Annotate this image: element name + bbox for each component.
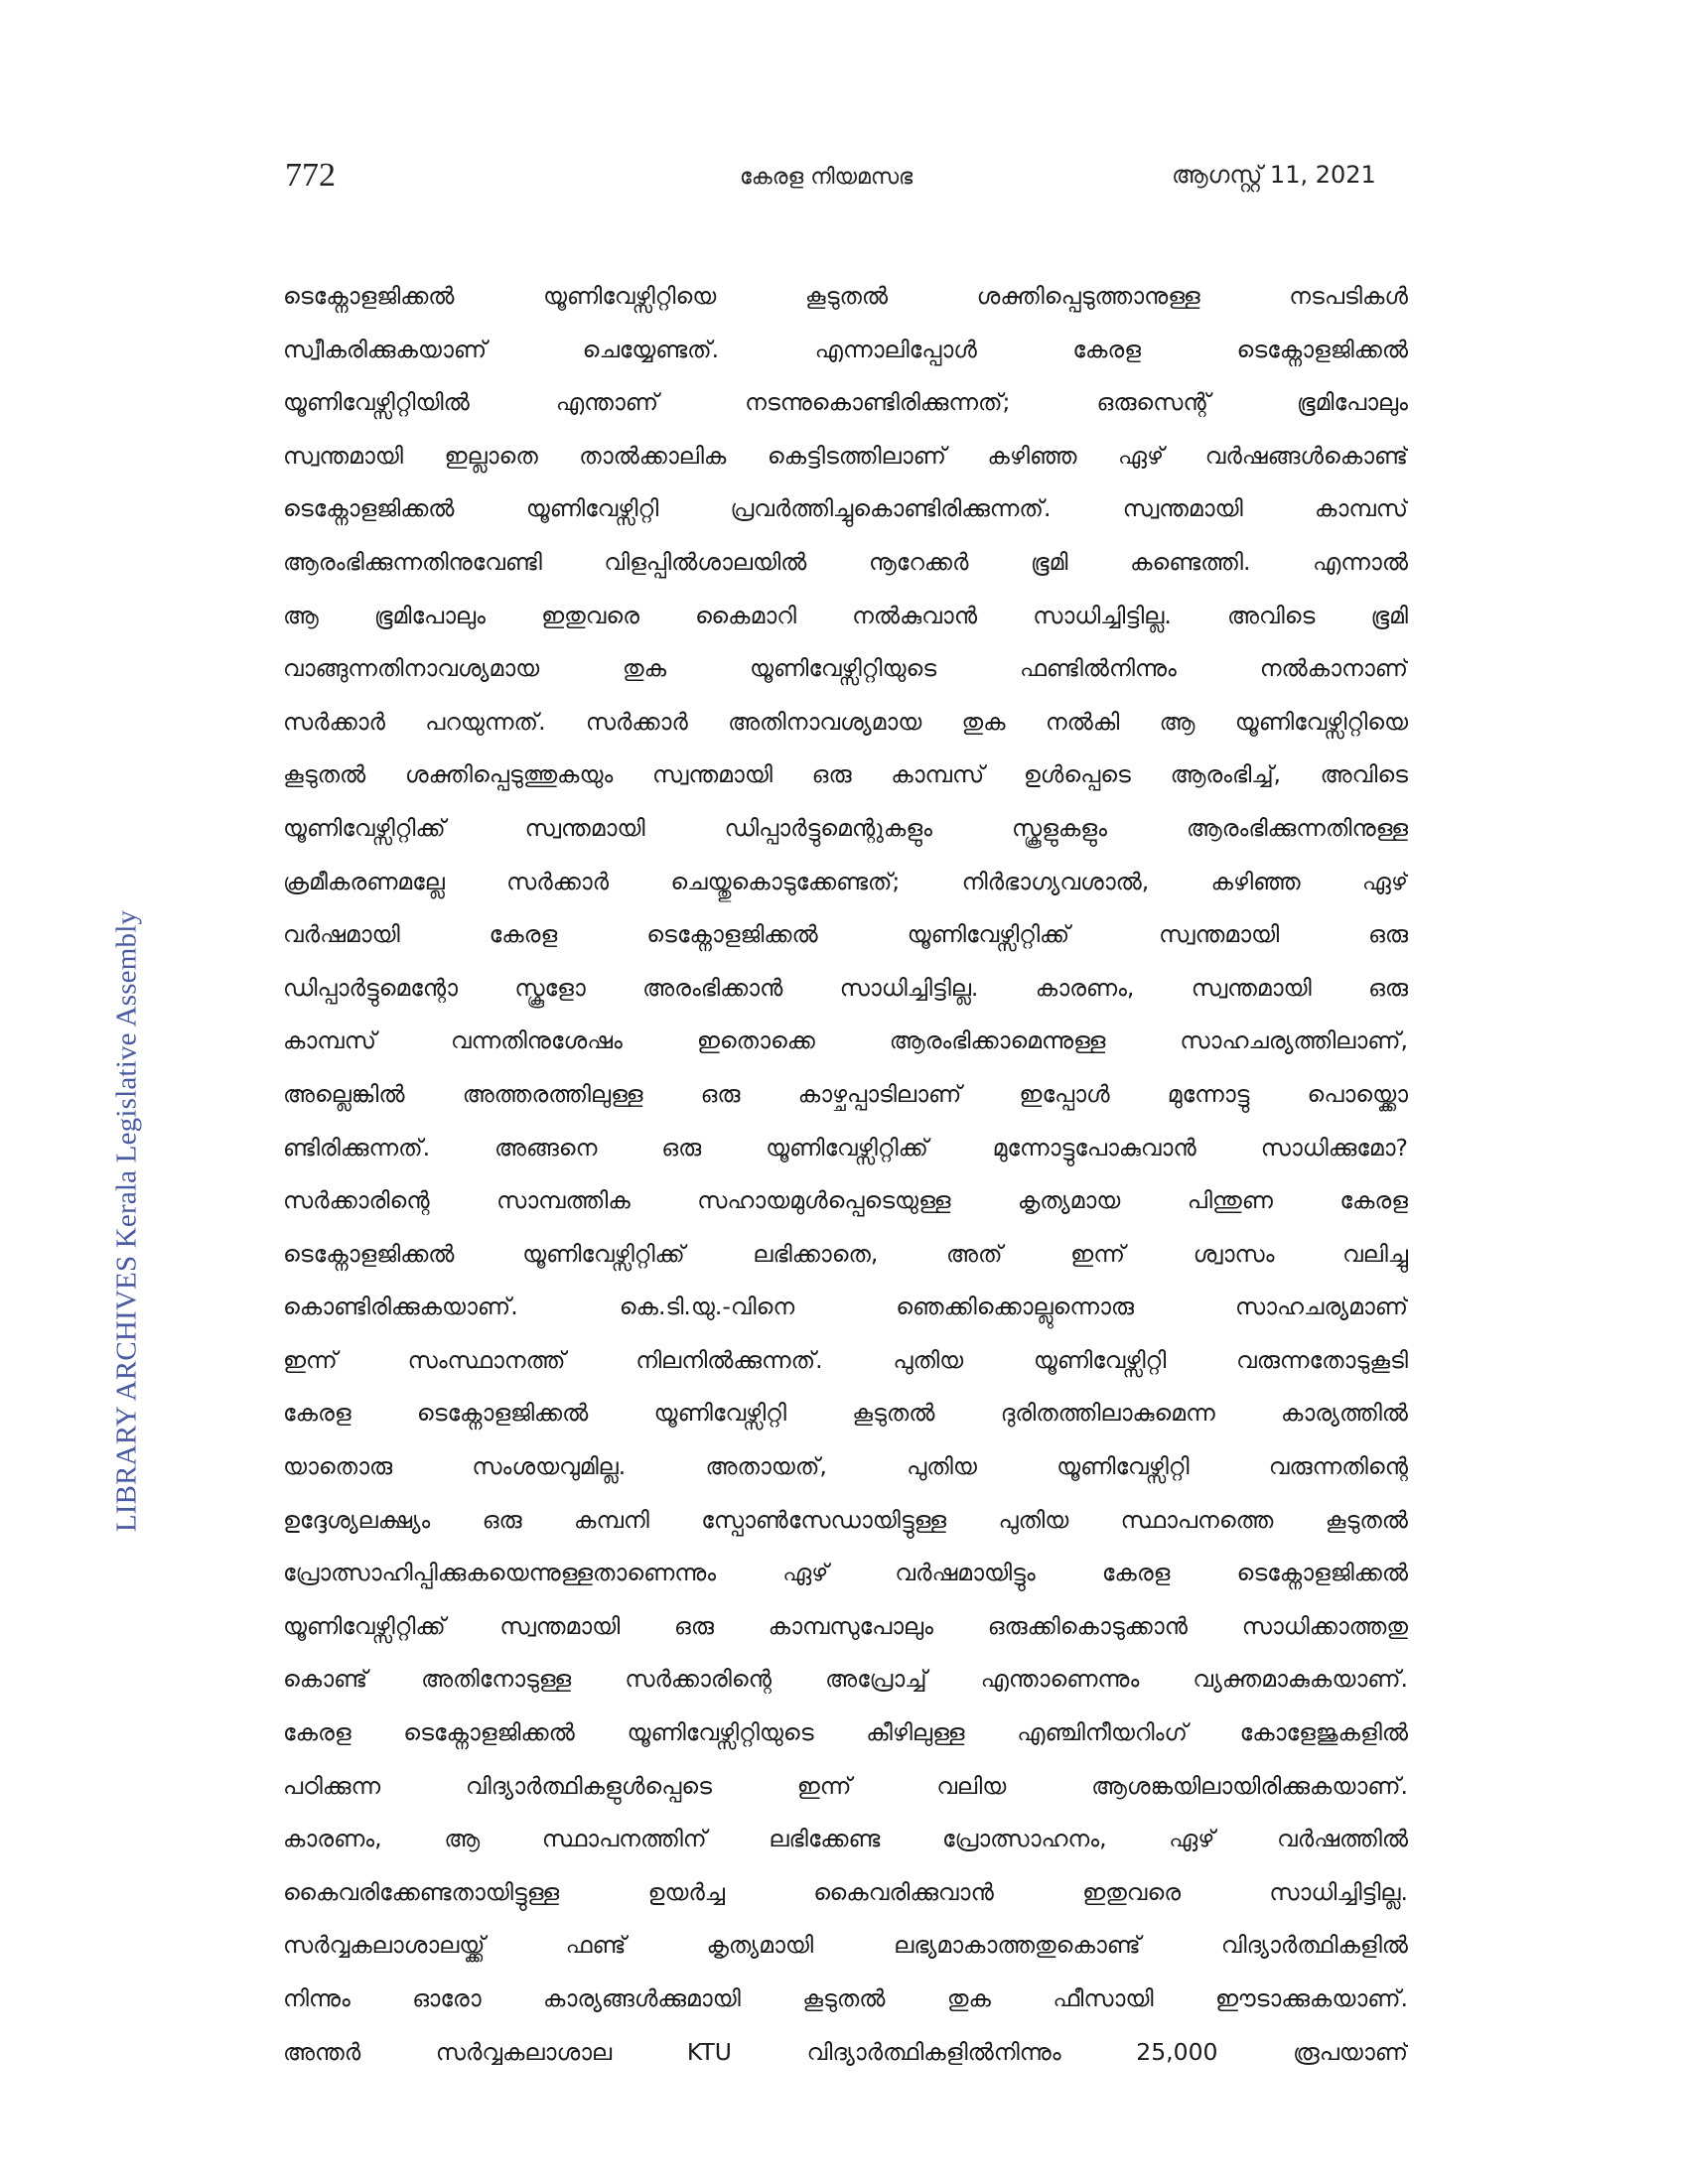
body-line: കേരള ടെക്നോളജിക്കൽ യൂണിവേഴ്സിറ്റി കൂടുതൽ ദുരിതത്തിലാകുമെന്ന കാര്യത്തിൽ xyxy=(283,1399,1408,1428)
body-line: അല്ലെങ്കിൽ അത്തരത്തിലുള്ള ഒരു കാഴ്ചപ്പാടിലാണ് ഇപ്പോൾ മുന്നോട്ടു പൊയ്ക്കൊ xyxy=(283,1079,1408,1108)
body-line: കൊണ്ട് അതിനോടുള്ള സർക്കാരിന്റെ അപ്രോച്ച് എന്താണെന്നും വ്യക്തമാകുകയാണ്. xyxy=(283,1665,1408,1694)
body-line: സർക്കാർ പറയുന്നത്. സർക്കാർ അതിനാവശ്യമായ തുക നൽകി ആ യൂണിവേഴ്സിറ്റിയെ xyxy=(283,707,1408,736)
body-line: ടെക്നോളജിക്കൽ യൂണിവേഴ്സിറ്റി പ്രവർത്തിച്ചുകൊണ്ടിരിക്കുന്നത്. സ്വന്തമായി കാമ്പസ് xyxy=(283,494,1408,523)
body-line: സ്വന്തമായി ഇല്ലാതെ താൽക്കാലിക കെട്ടിടത്തിലാണ് കഴിഞ്ഞ ഏഴ് വർഷങ്ങൾകൊണ്ട് xyxy=(283,441,1408,470)
body-line: ആ ഭൂമിപോലും ഇതുവരെ കൈമാറി നൽകുവാൻ സാധിച്ചിട്ടില്ല. അവിടെ ഭൂമി xyxy=(283,601,1408,629)
body-line: ആരംഭിക്കുന്നതിനുവേണ്ടി വിളപ്പിൽശാലയിൽ നൂറേക്കർ ഭൂമി കണ്ടെത്തി. എന്നാൽ xyxy=(283,547,1408,576)
archive-watermark: LIBRARY ARCHIVES Kerala Legislative Assembly xyxy=(110,909,143,1533)
body-line: യൂണിവേഴ്സിറ്റിയിൽ എന്താണ് നടന്നുകൊണ്ടിരിക്കുന്നത്; ഒരുസെന്റ് ഭൂമിപോലും xyxy=(283,388,1408,417)
body-line: സർക്കാരിന്റെ സാമ്പത്തിക സഹായമുൾപ്പെടെയുള്ള കൃത്യമായ പിന്തുണ കേരള xyxy=(283,1186,1408,1215)
page-number: 772 xyxy=(285,157,336,194)
body-line: ഉദ്ദേശ്യലക്ഷ്യം ഒരു കമ്പനി സ്പോൺസേഡായിട്ടുള്ള പുതിയ സ്ഥാപനത്തെ കൂടുതൽ xyxy=(283,1505,1408,1534)
body-line: ഡിപ്പാർട്ടുമെന്റോ സ്കൂളോ അരംഭിക്കാൻ സാധിച്ചിട്ടില്ല. കാരണം, സ്വന്തമായി ഒരു xyxy=(283,973,1408,1002)
body-line: കൈവരിക്കേണ്ടതായിട്ടുള്ള ഉയർച്ച കൈവരിക്കുവാൻ ഇതുവരെ സാധിച്ചിട്ടില്ല. xyxy=(283,1877,1408,1906)
body-line: യൂണിവേഴ്സിറ്റിക്ക് സ്വന്തമായി ഒരു കാമ്പസുപോലും ഒരുക്കികൊടുക്കാൻ സാധിക്കാത്തതു xyxy=(283,1611,1408,1640)
body-line: കാരണം, ആ സ്ഥാപനത്തിന് ലഭിക്കേണ്ട പ്രോത്സാഹനം, ഏഴ് വർഷത്തിൽ xyxy=(283,1825,1408,1853)
body-line: യാതൊരു സംശയവുമില്ല. അതായത്, പുതിയ യൂണിവേഴ്സിറ്റി വരുന്നതിന്റെ xyxy=(283,1452,1408,1481)
body-line: അന്തർ സർവ്വകലാശാല KTU വിദ്യാർത്ഥികളിൽനിന്നും 25,000 രൂപയാണ് xyxy=(283,2037,1408,2066)
body-line: പഠിക്കുന്ന വിദ്യാർത്ഥികളുൾപ്പെടെ ഇന്ന് വലിയ ആശങ്കയിലായിരിക്കുകയാണ്. xyxy=(283,1771,1408,1800)
body-line: ടെക്നോളജിക്കൽ യൂണിവേഴ്സിറ്റിയെ കൂടുതൽ ശക്തിപ്പെടുത്താനുള്ള നടപടികൾ xyxy=(283,282,1408,310)
body-line: നിന്നും ഓരോ കാര്യങ്ങൾക്കുമായി കൂടുതൽ തുക ഫീസായി ഈടാക്കുകയാണ്. xyxy=(283,1984,1408,2012)
body-line: യൂണിവേഴ്സിറ്റിക്ക് സ്വന്തമായി ഡിപ്പാർട്ടുമെന്റുകളും സ്കൂളുകളും ആരംഭിക്കുന്നതിനുള്ള xyxy=(283,813,1408,842)
body-line: കൊണ്ടിരിക്കുകയാണ്. കെ.ടി.യു.-വിനെ ഞെക്കിക്കൊല്ലുന്നൊരു സാഹചര്യമാണ് xyxy=(283,1293,1408,1321)
body-line: വർഷമായി കേരള ടെക്നോളജിക്കൽ യൂണിവേഴ്സിറ്റിക്ക് സ്വന്തമായി ഒരു xyxy=(283,920,1408,949)
body-line: ടെക്നോളജിക്കൽ യൂണിവേഴ്സിറ്റിക്ക് ലഭിക്കാതെ, അത് ഇന്ന് ശ്വാസം വലിച്ചു xyxy=(283,1239,1408,1268)
header-date: ആഗസ്റ്റ് 11, 2021 xyxy=(1172,161,1376,189)
body-line: ണ്ടിരിക്കുന്നത്. അങ്ങനെ ഒരു യൂണിവേഴ്സിറ്റിക്ക് മുന്നോട്ടുപോകുവാൻ സാധിക്കുമോ? xyxy=(283,1133,1408,1161)
body-line: കാമ്പസ് വന്നതിനുശേഷം ഇതൊക്കെ ആരംഭിക്കാമെന്നുള്ള സാഹചര്യത്തിലാണ്, xyxy=(283,1026,1408,1055)
body-line: കേരള ടെക്നോളജിക്കൽ യൂണിവേഴ്സിറ്റിയുടെ കീഴിലുള്ള എഞ്ചിനീയറിംഗ് കോളേജുകളിൽ xyxy=(283,1718,1408,1747)
body-line: സ്വീകരിക്കുകയാണ് ചെയ്യേണ്ടത്. എന്നാലിപ്പോൾ കേരള ടെക്നോളജിക്കൽ xyxy=(283,335,1408,363)
body-line: ഇന്ന് സംസ്ഥാനത്ത് നിലനിൽക്കുന്നത്. പുതിയ യൂണിവേഴ്സിറ്റി വരുന്നതോടുകൂടി xyxy=(283,1345,1408,1374)
body-line: സർവ്വകലാശാലയ്ക്ക് ഫണ്ട് കൃത്യമായി ലഭ്യമാകാത്തതുകൊണ്ട് വിദ്യാർത്ഥികളിൽ xyxy=(283,1931,1408,1960)
body-line: ക്രമീകരണമല്ലേ സർക്കാർ ചെയ്തുകൊടുക്കേണ്ടത്; നിർഭാഗ്യവശാൽ, കഴിഞ്ഞ ഏഴ് xyxy=(283,867,1408,895)
body-line: വാങ്ങുന്നതിനാവശ്യമായ തുക യൂണിവേഴ്സിറ്റിയുടെ ഫണ്ടിൽനിന്നും നൽകാനാണ് xyxy=(283,654,1408,683)
body-line: പ്രോത്സാഹിപ്പിക്കുകയെന്നുള്ളതാണെന്നും ഏഴ് വർഷമായിട്ടും കേരള ടെക്നോളജിക്കൽ xyxy=(283,1559,1408,1587)
body-text xyxy=(283,270,1408,2079)
page-header xyxy=(0,157,1688,206)
body-line: കൂടുതൽ ശക്തിപ്പെടുത്തുകയും സ്വന്തമായി ഒരു കാമ്പസ് ഉൾപ്പെടെ ആരംഭിച്ച്, അവിടെ xyxy=(283,760,1408,789)
running-title: കേരള നിയമസഭ xyxy=(740,165,914,190)
